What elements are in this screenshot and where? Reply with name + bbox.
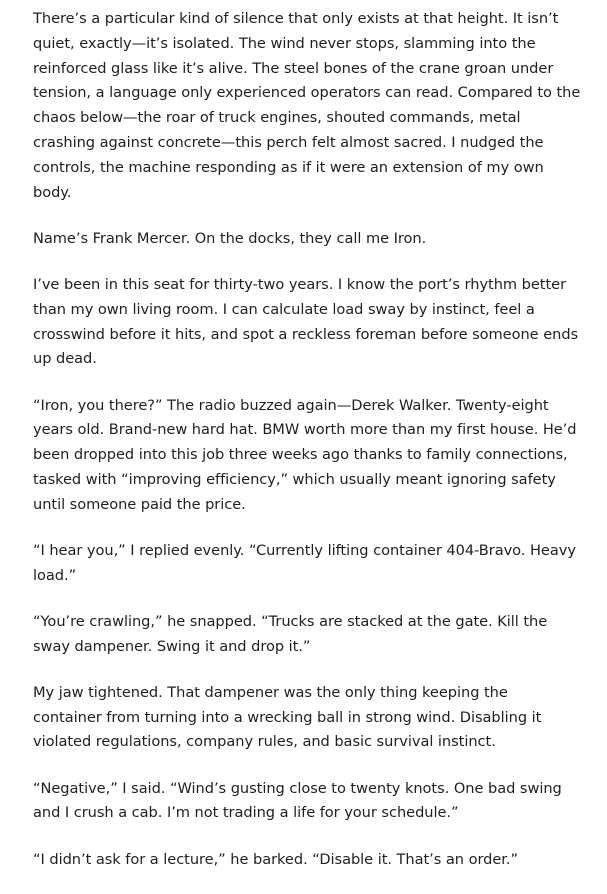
paragraph-reply-lifting: “I hear you,” I replied evenly. “Currently lifting container 404-Bravo. Heavy load.”: [33, 541, 576, 584]
paragraph-jaw-tightened: My jaw tightened. That dampener was the only thing keeping the container from turning into a wrecking ball in strong wind. Disabling it violated regulations, company rules, and basic survival instinct.: [33, 683, 542, 751]
paragraph-negative: “Negative,” I said. “Wind’s gusting close to twenty knots. One bad swing and I crush a cab. I’m not trading a life for your schedule.”: [33, 779, 562, 822]
paragraph-experience: I’ve been in this seat for thirty-two years. I know the port’s rhythm better than my own living room. I can calculate load sway by instinct, feel a crosswind before it hits, and spot a reckless foreman before someone ends up dead.: [33, 275, 579, 368]
paragraph-opening-silence: There’s a particular kind of silence that only exists at that height. It isn’t quiet, exactly—it’s isolated. The wind never stops, slamming into the reinforced glass like it’s alive. The steel bones of the crane groan under tension, a language only experienced operators can read. Compared to the chaos below—the roar of truck engines, shouted commands, metal crashing against concrete—this perch felt almost sacred. I nudged the controls, the machine responding as if it were an extension of my own body.: [33, 10, 581, 201]
paragraph-order: “I didn’t ask for a lecture,” he barked. “Disable it. That’s an order.”: [33, 850, 519, 868]
paragraph-name-intro: Name’s Frank Mercer. On the docks, they call me Iron.: [33, 229, 427, 247]
paragraph-radio-derek: “Iron, you there?” The radio buzzed again—Derek Walker. Twenty-eight years old. Brand-new hard hat. BMW worth more than my first house. He’d been dropped into this job three weeks ago thanks to family connections, tasked with “improving efficiency,” which usually meant ignoring safety until someone paid the price.: [33, 396, 577, 513]
paragraph-crawling: “You’re crawling,” he snapped. “Trucks are stacked at the gate. Kill the sway dampener. Swing it and drop it.”: [33, 612, 548, 655]
story-body: [33, 7, 581, 894]
